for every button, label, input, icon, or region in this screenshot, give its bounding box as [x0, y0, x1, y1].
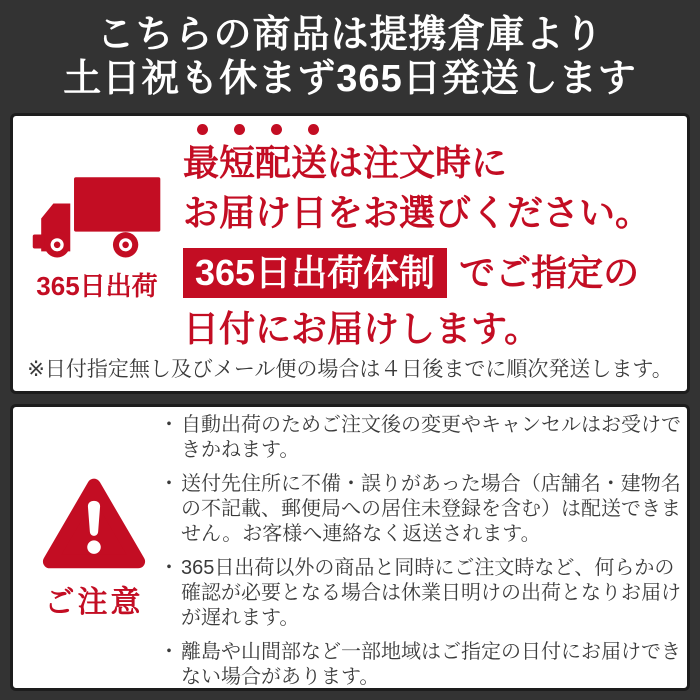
caution-item [157, 472, 687, 547]
highlight-suffix: でご指定の [459, 252, 640, 293]
highlight-badge: 365日出荷体制 [183, 248, 447, 298]
caution-panel [10, 404, 690, 691]
caution-item-text: 離島や山間部など一部地域はご指定の日付にお届けできない場合があります。 [181, 641, 681, 688]
bullet-marker: ・ [159, 641, 179, 663]
truck-label: 365日出荷 [36, 271, 158, 301]
caution-item-text: 自動出荷のためご注文後の変更やキャンセルはお受けできかねます。 [181, 414, 681, 461]
top-banner [0, 0, 700, 113]
bullet-marker: ・ [159, 414, 179, 436]
shipping-message [183, 124, 651, 354]
emphasis-dot [234, 124, 245, 135]
caution-item [157, 556, 687, 631]
emphasis-dot [308, 124, 319, 135]
caution-item-text: 365日出荷以外の商品と同時にご注文時など、何らかの確認が必要となる場合は休業日明けの出荷となりお届けが遅れます。 [181, 557, 681, 629]
caution-label: ご注意 [44, 586, 144, 619]
caution-list [157, 413, 687, 699]
shipping-heading-line2: お届け日をお選びください。 [183, 192, 652, 233]
bullet-marker: ・ [159, 473, 179, 495]
emphasis-dot [271, 124, 282, 135]
shipping-heading-line1: 最短配送は注文時に [183, 142, 508, 183]
truck-icon [29, 174, 165, 264]
banner-line1: こちらの商品は提携倉庫より [96, 13, 604, 56]
caution-badge [35, 475, 153, 621]
emphasis-dot [197, 124, 208, 135]
shipping-note: ※日付指定無し及びメール便の場合は４日後までに順次発送します。 [27, 358, 673, 381]
caution-item [157, 640, 687, 690]
caution-item-text: 送付先住所に不備・誤りがあった場合（店舗名・建物名の不記載、郵便局への居住未登録を含む）は配送できません。お客様へ連絡なく返送されます。 [181, 473, 681, 545]
truck-badge [19, 174, 175, 303]
shipping-panel [10, 113, 690, 394]
caution-item [157, 413, 687, 463]
shipping-heading-line3: 日付にお届けします。 [183, 308, 541, 349]
highlight-row [183, 248, 651, 298]
warning-triangle-icon [41, 475, 147, 571]
banner-line2: 土日祝も休まず365日発送します [63, 57, 637, 100]
bullet-marker: ・ [159, 557, 179, 579]
emphasis-dots [183, 124, 651, 136]
